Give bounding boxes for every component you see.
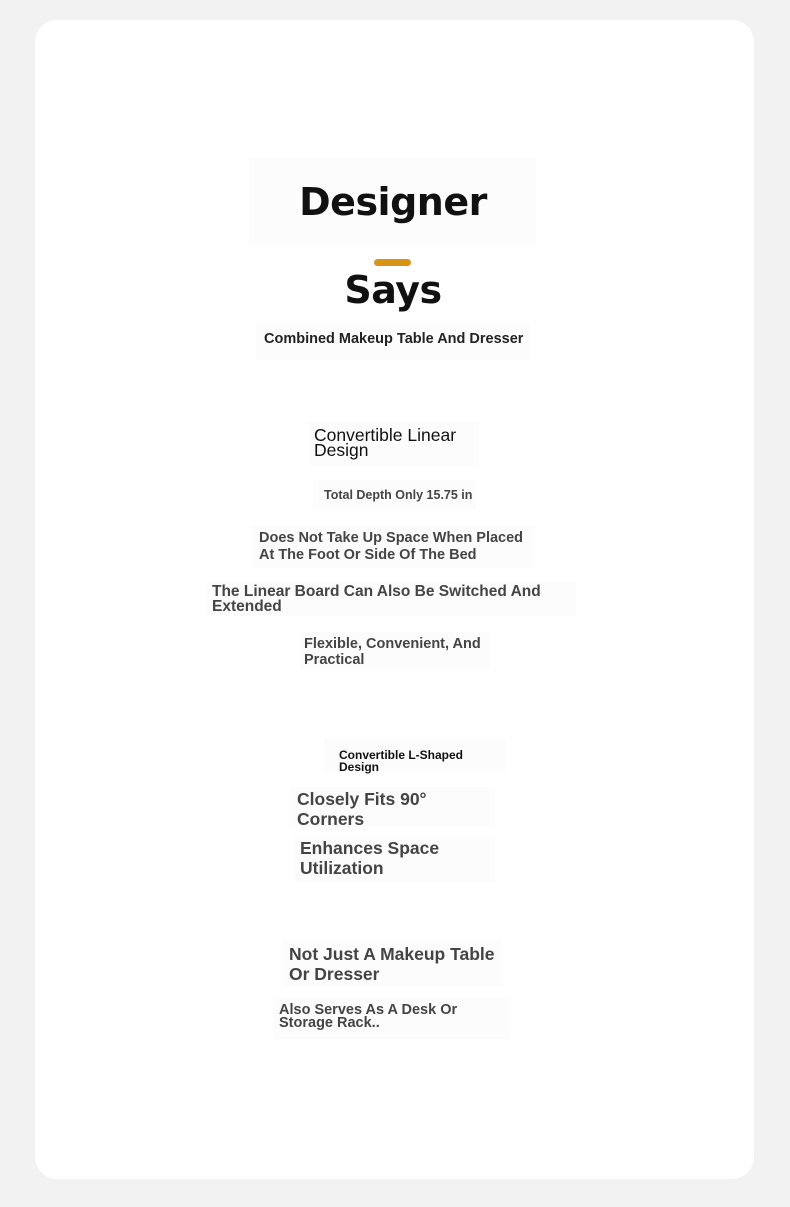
multi-point-2-box <box>274 997 510 1039</box>
title-box <box>249 158 537 312</box>
linear-point-2: Does Not Take Up Space When Placed At The Foot Or Side Of The Bed <box>259 530 524 563</box>
lshape-point-1-box <box>290 787 495 827</box>
lshape-point-2: Enhances Space Utilization <box>300 838 440 878</box>
linear-point-4-box <box>300 632 490 670</box>
linear-point-3-box <box>206 582 576 616</box>
lshape-heading-box <box>324 738 506 772</box>
lshape-point-2-box <box>294 836 495 882</box>
multi-point-2: Also Serves As A Desk Or Storage Rack.. <box>279 1002 458 1031</box>
subtitle-box <box>255 322 530 360</box>
linear-point-3: The Linear Board Can Also Be Switched And Extended <box>212 583 541 615</box>
linear-point-1: Total Depth Only 15.75 in <box>324 488 473 502</box>
page-title: Designer Says <box>299 180 487 312</box>
linear-point-4: Flexible, Convenient, And Practical <box>304 636 481 668</box>
accent-divider <box>374 259 411 266</box>
linear-heading: Convertible Linear Design <box>314 425 457 460</box>
linear-point-2-box <box>252 526 534 568</box>
linear-point-1-box <box>313 480 476 510</box>
subtitle-text: Combined Makeup Table And Dresser <box>264 331 524 347</box>
lshape-heading: Convertible L-Shaped Design <box>339 748 464 774</box>
multi-point-1: Not Just A Makeup Table Or Dresser <box>289 944 495 984</box>
linear-heading-box <box>309 422 479 467</box>
multi-point-1-box <box>282 940 502 986</box>
lshape-point-1: Closely Fits 90° Corners <box>297 789 427 829</box>
